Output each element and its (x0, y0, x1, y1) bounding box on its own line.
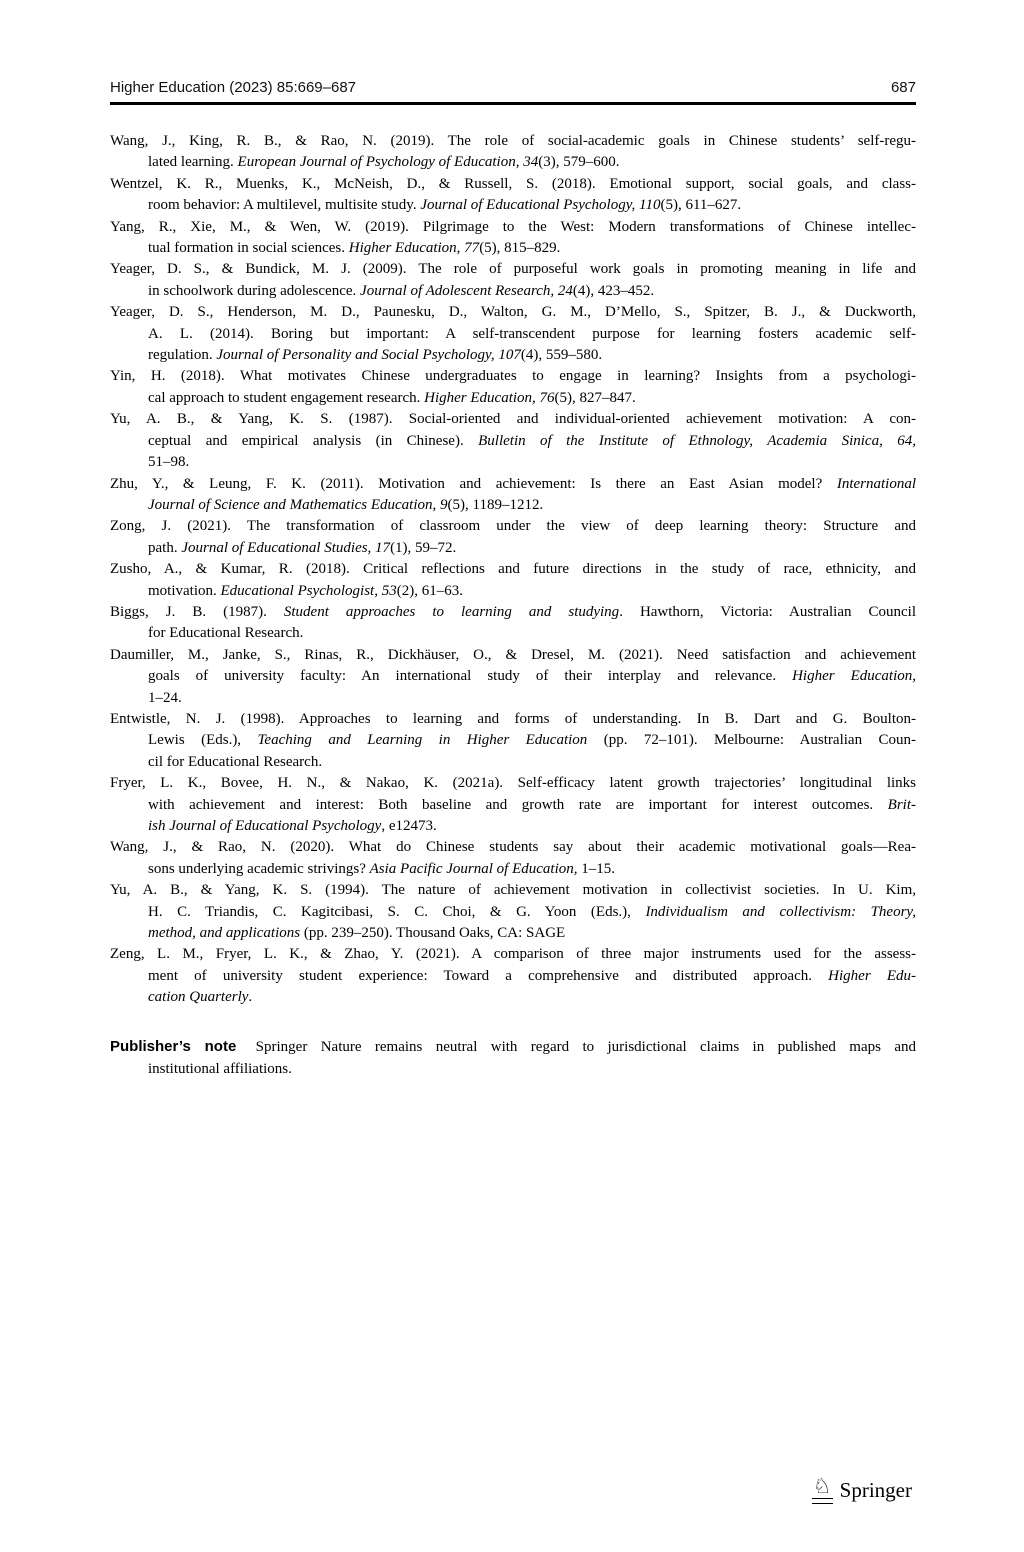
text-run: regulation. (148, 347, 217, 364)
reference-line (110, 431, 916, 452)
text-run: for Educational Research. (148, 625, 304, 642)
text-run: Yeager, D. S., Henderson, M. D., Paunesku, D., Walton, G. M., D’Mello, S., Spitzer, B. J., & Duckworth, (110, 304, 916, 321)
text-run: ment of university student experience: Toward a comprehensive and distributed approach. (148, 967, 829, 984)
text-run: (2), 61–63. (396, 582, 463, 599)
text-run: path. (148, 539, 182, 556)
reference-line (110, 795, 916, 816)
text-run: ceptual and empirical analysis (in Chinese). (148, 432, 479, 449)
text-run: (pp. 239–250). Thousand Oaks, CA: SAGE (300, 925, 566, 942)
reference-line (110, 345, 916, 366)
text-run: . Hawthorn, Victoria: Australian Council (619, 603, 917, 620)
reference-entry (110, 409, 916, 473)
reference-line (110, 773, 916, 794)
reference-line (110, 452, 916, 473)
reference-line (110, 859, 916, 880)
text-run: 1–24. (148, 689, 182, 706)
text-run: Wang, J., King, R. B., & Rao, N. (2019). The role of social-academic goals in Chinese students’ self-regu- (110, 133, 916, 149)
reference-line (110, 152, 916, 173)
text-run: Zeng, L. M., Fryer, L. K., & Zhao, Y. (2021). A comparison of three major instruments used for the assess- (110, 946, 916, 963)
reference-entry (110, 773, 916, 837)
text-run: (5), 611–627. (660, 197, 742, 214)
reference-entry (110, 516, 916, 559)
italic-text: Higher Education, (792, 668, 916, 685)
text-run: (5), 827–847. (554, 389, 636, 406)
italic-text: Higher Education, 77 (348, 240, 480, 257)
reference-line (110, 302, 916, 323)
italic-text: method, and applications (148, 925, 301, 942)
italic-text: ish Journal of Educational Psychology (148, 818, 382, 834)
reference-line (110, 195, 916, 216)
reference-line (110, 324, 916, 345)
reference-line (110, 623, 916, 644)
reference-line (110, 516, 916, 537)
italic-text: Brit- (887, 796, 916, 813)
text-run: tual formation in social sciences. (148, 240, 349, 257)
text-run: (4), 559–580. (520, 347, 603, 364)
text-run: 51–98. (148, 454, 190, 471)
text-run: motivation. (148, 582, 221, 599)
text-run: , e12473. (381, 818, 437, 834)
text-run: cal approach to student engagement research. (148, 389, 425, 406)
reference-entry (110, 709, 916, 773)
italic-text: Teaching and Learning in Higher Education (257, 732, 588, 749)
reference-line (110, 366, 916, 387)
knight-glyph: ♘ (812, 1474, 832, 1498)
reference-line (110, 902, 916, 923)
italic-text: Journal of Adolescent Research, 24 (360, 282, 573, 299)
reference-line (110, 987, 916, 1008)
reference-line (110, 816, 916, 837)
reference-line (110, 495, 916, 516)
reference-line (110, 131, 916, 152)
text-run: Yu, A. B., & Yang, K. S. (1987). Social-oriented and individual-oriented achievement motivation: A con- (110, 411, 916, 428)
italic-text: Higher Education, 76 (424, 389, 555, 406)
reference-entry (110, 645, 916, 709)
text-run: . (248, 989, 253, 1006)
reference-entry (110, 880, 916, 944)
reference-line (110, 730, 916, 751)
text-run: A. L. (2014). Boring but important: A self-transcendent purpose for learning fosters academic self- (148, 325, 916, 342)
reference-entry (110, 131, 916, 174)
logo-underline-bars (812, 1498, 833, 1504)
reference-line (110, 752, 916, 773)
journal-citation-line: Higher Education (2023) 85:669–687 (110, 79, 357, 96)
reference-line (110, 217, 916, 238)
reference-entry (110, 302, 916, 366)
text-run: Fryer, L. K., Bovee, H. N., & Nakao, K. (2021a). Self-efficacy latent growth trajectories’ longitudinal links (110, 775, 916, 792)
text-run: Zusho, A., & Kumar, R. (2018). Critical reflections and future directions in the study of race, ethnicity, and (110, 561, 916, 578)
text-run: 1–15. (577, 860, 616, 877)
reference-line (110, 923, 916, 944)
header-divider (110, 102, 916, 105)
italic-text: Higher Edu- (828, 967, 916, 984)
text-run: in schoolwork during adolescence. (148, 282, 361, 299)
running-head (110, 79, 916, 96)
springer-logo-text: Springer (839, 1478, 912, 1502)
text-run: Yu, A. B., & Yang, K. S. (1994). The nature of achievement motivation in collectivist societies. In U. Kim, (110, 882, 916, 899)
text-run: (5), 815–829. (479, 240, 561, 257)
text-run: Yin, H. (2018). What motivates Chinese undergraduates to engage in learning? Insights from a psychologi- (110, 368, 916, 385)
reference-line (110, 388, 916, 409)
reference-line (110, 174, 916, 195)
reference-entry (110, 259, 916, 302)
reference-line (110, 645, 916, 666)
reference-entry (110, 366, 916, 409)
reference-line (110, 238, 916, 259)
publisher-note-line (110, 1058, 916, 1080)
text-run: Yang, R., Xie, M., & Wen, W. (2019). Pilgrimage to the West: Modern transformations of Chinese intellec- (110, 218, 916, 235)
text-run: (pp. 72–101). Melbourne: Australian Coun- (587, 732, 916, 749)
reference-line (110, 409, 916, 430)
text-run: Daumiller, M., Janke, S., Rinas, R., Dickhäuser, O., & Dresel, M. (2021). Need satisfaction and achievement (110, 646, 916, 663)
reference-line (110, 259, 916, 280)
italic-text: Individualism and collectivism: Theory, (645, 903, 916, 920)
reference-line (110, 709, 916, 730)
references-list (110, 131, 916, 1009)
text-run: (4), 423–452. (572, 282, 655, 299)
text-run: Lewis (Eds.), (148, 732, 258, 749)
italic-text: Journal of Personality and Social Psychology, 107 (216, 347, 521, 364)
reference-entry (110, 837, 916, 880)
text-run: Zhu, Y., & Leung, F. K. (2011). Motivation and achievement: Is there an East Asian model? (110, 475, 837, 492)
text-run: (5), 1189–1212. (447, 496, 544, 513)
reference-entry (110, 217, 916, 260)
reference-line (110, 581, 916, 602)
reference-line (110, 281, 916, 302)
reference-entry (110, 944, 916, 1008)
reference-line (110, 474, 916, 495)
text-run: (1), 59–72. (390, 539, 457, 556)
italic-text: European Journal of Psychology of Education, 34 (237, 154, 539, 171)
text-run: with achievement and interest: Both baseline and growth rate are important for interest outcomes. (148, 796, 888, 813)
text-run: Springer Nature remains neutral with regard to jurisdictional claims in published maps and (242, 1039, 916, 1055)
springer-horse-icon (812, 1476, 833, 1504)
reference-entry (110, 474, 916, 517)
italic-text: Student approaches to learning and studying (283, 603, 620, 620)
text-run: Wang, J., & Rao, N. (2020). What do Chinese students say about their academic motivational goals—Rea- (110, 839, 916, 856)
springer-logo (812, 1476, 912, 1504)
text-run: room behavior: A multilevel, multisite study. (148, 197, 421, 214)
text-run: Yeager, D. S., & Bundick, M. J. (2009). The role of purposeful work goals in promoting meaning in life and (110, 261, 916, 278)
reference-line (110, 666, 916, 687)
italic-text: Journal of Educational Studies, 17 (181, 539, 391, 556)
text-run: cil for Educational Research. (148, 753, 323, 770)
reference-line (110, 966, 916, 987)
italic-text: Bulletin of the Institute of Ethnology, Academia Sinica, 64, (478, 432, 916, 449)
reference-line (110, 880, 916, 901)
text-run: Biggs, J. B. (1987). (110, 603, 284, 620)
reference-line (110, 538, 916, 559)
publisher-note-line (110, 1036, 916, 1058)
reference-entry (110, 559, 916, 602)
reference-line (110, 837, 916, 858)
text-run: (3), 579–600. (538, 154, 620, 171)
text-run: Entwistle, N. J. (1998). Approaches to learning and forms of understanding. In B. Dart and G. Boulton- (110, 710, 916, 727)
text-run: institutional affiliations. (148, 1061, 292, 1077)
text-run: lated learning. (148, 154, 238, 171)
reference-line (110, 559, 916, 580)
publisher-note (110, 1036, 916, 1080)
bold-label: Publisher’s note (110, 1038, 237, 1055)
text-run: Wentzel, K. R., Muenks, K., McNeish, D., & Russell, S. (2018). Emotional support, social goals, and class- (110, 175, 916, 192)
reference-line (110, 602, 916, 623)
text-run: Zong, J. (2021). The transformation of classroom under the view of deep learning theory: Structure and (110, 518, 916, 535)
text-run: sons underlying academic strivings? (148, 860, 370, 877)
reference-line (110, 944, 916, 965)
italic-text: Asia Pacific Journal of Education, (369, 860, 578, 877)
italic-text: International (836, 475, 916, 492)
reference-entry (110, 174, 916, 217)
italic-text: cation Quarterly (148, 989, 249, 1006)
page-number: 687 (890, 79, 916, 96)
italic-text: Journal of Science and Mathematics Education, 9 (148, 496, 448, 513)
reference-line (110, 688, 916, 709)
text-run: goals of university faculty: An international study of their interplay and relevance. (148, 668, 793, 685)
italic-text: Educational Psychologist, 53 (220, 582, 397, 599)
italic-text: Journal of Educational Psychology, 110 (420, 197, 661, 214)
text-run: H. C. Triandis, C. Kagitcibasi, S. C. Choi, & G. Yoon (Eds.), (148, 903, 646, 920)
reference-entry (110, 602, 916, 645)
